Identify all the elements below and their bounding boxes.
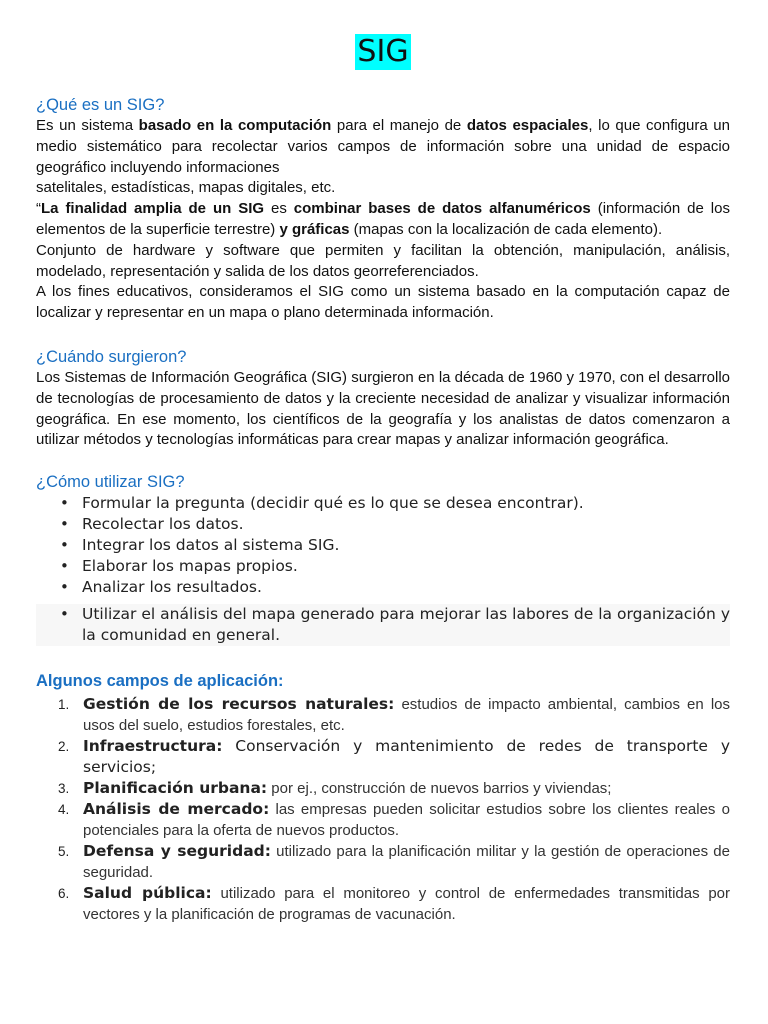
steps-list: [36, 493, 730, 646]
item-lead: Gestión de los recursos naturales:: [83, 695, 395, 714]
text-run: es: [264, 200, 294, 218]
bullet-icon: •: [60, 536, 69, 555]
text-run: (información de los elementos de la superficie terrestre): [36, 200, 730, 238]
list-item: [36, 514, 730, 535]
item-text: las empresas pueden solicitar estudios sobre los clientes reales o potenciales para la oferta de nuevos productos.: [83, 801, 730, 840]
list-item: [36, 493, 730, 514]
section-how: [36, 471, 730, 646]
paragraph-definition: [36, 116, 730, 178]
text-run: para el manejo de: [331, 117, 467, 134]
list-item-text: Analizar los resultados.: [82, 578, 262, 597]
section-heading-how: ¿Cómo utilizar SIG?: [36, 473, 185, 492]
page-title: SIG: [357, 34, 409, 69]
paragraph-educational: A los fines educativos, consideramos el SIG como un sistema basado en la computación capaz de localizar y representar en un mapa o plano determinada información.: [36, 283, 730, 322]
text-run: Es un sistema: [36, 117, 139, 134]
list-item: [36, 577, 730, 598]
list-item: [36, 736, 730, 778]
section-heading-what-is: ¿Qué es un SIG?: [36, 96, 165, 114]
section-heading-applications: Algunos campos de aplicación:: [36, 672, 284, 691]
list-item: [36, 604, 730, 646]
applications-list: [36, 694, 730, 925]
item-lead: Análisis de mercado:: [83, 800, 270, 819]
item-lead: Planificación urbana:: [83, 779, 268, 798]
item-text: Conservación y mantenimiento de redes de transporte y servicios;: [83, 737, 730, 777]
document-page: [36, 0, 730, 925]
bullet-icon: •: [60, 557, 69, 576]
list-item: [36, 535, 730, 556]
list-number: 2.: [58, 739, 70, 755]
list-item: [36, 778, 730, 799]
list-item: [36, 694, 730, 736]
section-applications: [36, 670, 730, 925]
bullet-icon: •: [60, 605, 69, 624]
paragraph-history: Los Sistemas de Información Geográfica (SIG) surgieron en la década de 1960 y 1970, con el desarrollo de tecnologías de procesamiento de datos y la creciente necesidad de analizar y visualizar información geográfica. En ese momento, los científicos de la geografía y los analistas de datos comenzaron a utilizar métodos y tecnologías informáticas para crear mapas y analizar información geográfica.: [36, 368, 730, 449]
text-run: (mapas con la localización de cada elemento).: [349, 220, 663, 238]
bold-run: basado en la computación: [138, 117, 332, 134]
text-run: “: [36, 200, 41, 218]
bold-run: La finalidad amplia de un SIG: [41, 200, 265, 218]
list-item: [36, 883, 730, 925]
item-text: utilizado para la planificación militar y la gestión de operaciones de seguridad.: [83, 843, 730, 882]
paragraph-sources: satelitales, estadísticas, mapas digitales, etc.: [36, 179, 336, 197]
list-number: 5.: [58, 844, 70, 860]
list-number: 3.: [58, 781, 70, 797]
list-item-text: Formular la pregunta (decidir qué es lo que se desea encontrar).: [82, 494, 584, 513]
item-text: estudios de impacto ambiental, cambios en los usos del suelo, estudios forestales, etc.: [83, 696, 730, 735]
bullet-icon: •: [60, 494, 69, 513]
bold-run: combinar bases de datos alfanuméricos: [293, 200, 591, 218]
section-what-is-sig: [36, 94, 730, 324]
bullet-icon: •: [60, 515, 69, 534]
list-number: 6.: [58, 886, 70, 902]
title-block: [36, 0, 730, 74]
list-item: [36, 799, 730, 841]
paragraph-hardware-software: Conjunto de hardware y software que permiten y facilitan la obtención, manipulación, análisis, modelado, representación y salida de los datos georreferenciados.: [36, 241, 730, 280]
list-number: 1.: [58, 697, 70, 713]
bold-run: y gráficas: [279, 220, 350, 238]
paragraph-purpose: [36, 199, 730, 241]
list-item-text: Elaborar los mapas propios.: [82, 557, 298, 576]
list-item: [36, 841, 730, 883]
section-heading-when: ¿Cuándo surgieron?: [36, 347, 187, 366]
item-lead: Defensa y seguridad:: [83, 842, 271, 861]
item-text: por ej., construcción de nuevos barrios y viviendas;: [267, 780, 612, 798]
list-item-text: Integrar los datos al sistema SIG.: [82, 536, 340, 555]
item-lead: Salud pública:: [83, 884, 212, 903]
list-item-text: Utilizar el análisis del mapa generado para mejorar las labores de la organización y la comunidad en general.: [82, 605, 730, 645]
item-lead: Infraestructura:: [83, 737, 223, 756]
list-number: 4.: [58, 802, 70, 818]
text-run: , lo que configura un medio sistemático para recolectar varios campos de información sobre una unidad de espacio geográfico incluyendo informaciones: [36, 117, 730, 176]
list-item-text: Recolectar los datos.: [82, 515, 244, 534]
bold-run: datos espaciales: [466, 117, 589, 134]
section-when: [36, 346, 730, 451]
bullet-icon: •: [60, 578, 69, 597]
list-item: [36, 556, 730, 577]
item-text: utilizado para el monitoreo y control de enfermedades transmitidas por vectores y la planificación de programas de vacunación.: [83, 885, 730, 924]
